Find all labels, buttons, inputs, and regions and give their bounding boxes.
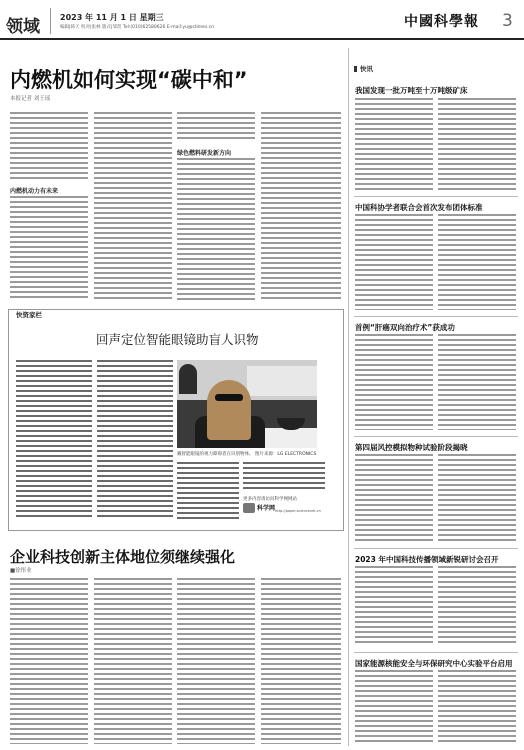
photo-caption: 戴智能眼镜的视力障碍者在识别物体。 图片来源：LG ELECTRONICS xyxy=(177,452,317,457)
masthead xyxy=(0,0,524,38)
feature-text-col2 xyxy=(97,360,173,520)
ad-url: http://paper.sciencenet.cn xyxy=(275,509,321,513)
sciencenet-icon xyxy=(243,503,255,513)
ad-logo: 科学网 xyxy=(257,505,276,512)
bottom-byline: ■徐彤业 xyxy=(10,568,32,574)
brief-headline-1: 我国发现一批万吨至十万吨级矿床 xyxy=(355,86,468,95)
brief-divider-1 xyxy=(354,196,518,197)
brief-headline-4: 第四届风控模拟物种试验阶段揭晓 xyxy=(355,443,468,452)
bottom-text-col3 xyxy=(177,578,255,744)
brief-text-1a xyxy=(355,98,433,190)
newspaper-logo: 中國科學報 xyxy=(404,14,479,30)
brief-text-1b xyxy=(438,98,516,190)
bottom-text-col2 xyxy=(94,578,172,744)
brief-headline-3: 首例“肝癌双向治疗术”获成功 xyxy=(355,323,455,332)
lead-text-col3a xyxy=(177,112,255,142)
brief-text-3b xyxy=(438,334,516,430)
feature-photo xyxy=(177,360,317,448)
brief-headline-6: 国家能源核能安全与环保研究中心实验平台启用 xyxy=(355,659,513,668)
lead-subhead-1: 内燃机动力有未来 xyxy=(10,188,59,195)
feature-text-col1 xyxy=(16,360,92,520)
brief-text-2b xyxy=(438,214,516,310)
news-brief-label: 快讯 xyxy=(354,64,373,73)
brief-headline-2: 中国科协学者联合会首次发布团体标准 xyxy=(355,203,483,212)
brief-text-5a xyxy=(355,566,433,646)
bottom-text-col4 xyxy=(261,578,341,744)
brief-text-6b xyxy=(438,670,516,744)
brief-divider-4 xyxy=(354,548,518,549)
brief-divider-5 xyxy=(354,652,518,653)
sciencenet-ad xyxy=(243,496,325,514)
bottom-text-col1 xyxy=(10,578,88,744)
brief-divider-3 xyxy=(354,436,518,437)
brief-text-3a xyxy=(355,334,433,430)
section-name: 领域 xyxy=(6,17,40,37)
brief-text-4b xyxy=(438,454,516,542)
brief-text-4a xyxy=(355,454,433,542)
feature-text-col3 xyxy=(177,462,239,520)
ad-text: 更多内容请访问科学网网站 xyxy=(243,497,297,502)
lead-byline: 本报记者 刘王瑶 xyxy=(10,96,51,102)
lead-text-col2 xyxy=(94,112,172,300)
brief-text-2a xyxy=(355,214,433,310)
page-number: 3 xyxy=(502,11,513,31)
bottom-headline: 企业科技创新主体地位须继续强化 xyxy=(10,548,236,566)
brief-headline-5: 2023 年中国科技传播领域新锐研讨会召开 xyxy=(355,555,499,564)
brief-text-6a xyxy=(355,670,433,744)
masthead-rule xyxy=(0,38,524,40)
lead-text-col3b xyxy=(177,158,255,300)
column-divider xyxy=(348,48,349,746)
lead-text-col1b xyxy=(10,196,88,300)
feature-tag: 快资家栏 xyxy=(16,311,42,319)
masthead-divider xyxy=(50,8,51,34)
brief-divider-2 xyxy=(354,316,518,317)
lead-headline: 内燃机如何实现“碳中和” xyxy=(10,68,248,92)
feature-headline: 回声定位智能眼镜助盲人识物 xyxy=(96,332,259,347)
lead-text-col1a xyxy=(10,112,88,182)
lead-subhead-2: 绿色燃料研发新方向 xyxy=(177,150,232,157)
issue-date: 2023 年 11 月 1 日 星期三 xyxy=(60,13,164,22)
feature-text-col4 xyxy=(243,462,325,492)
editor-credits: 编辑|韩天 校对|张林 版式|邹贺 Tel:(010)62580626 E-mail:yu@stimes.cn xyxy=(60,25,215,30)
brief-text-5b xyxy=(438,566,516,646)
lead-text-col4 xyxy=(261,112,341,300)
